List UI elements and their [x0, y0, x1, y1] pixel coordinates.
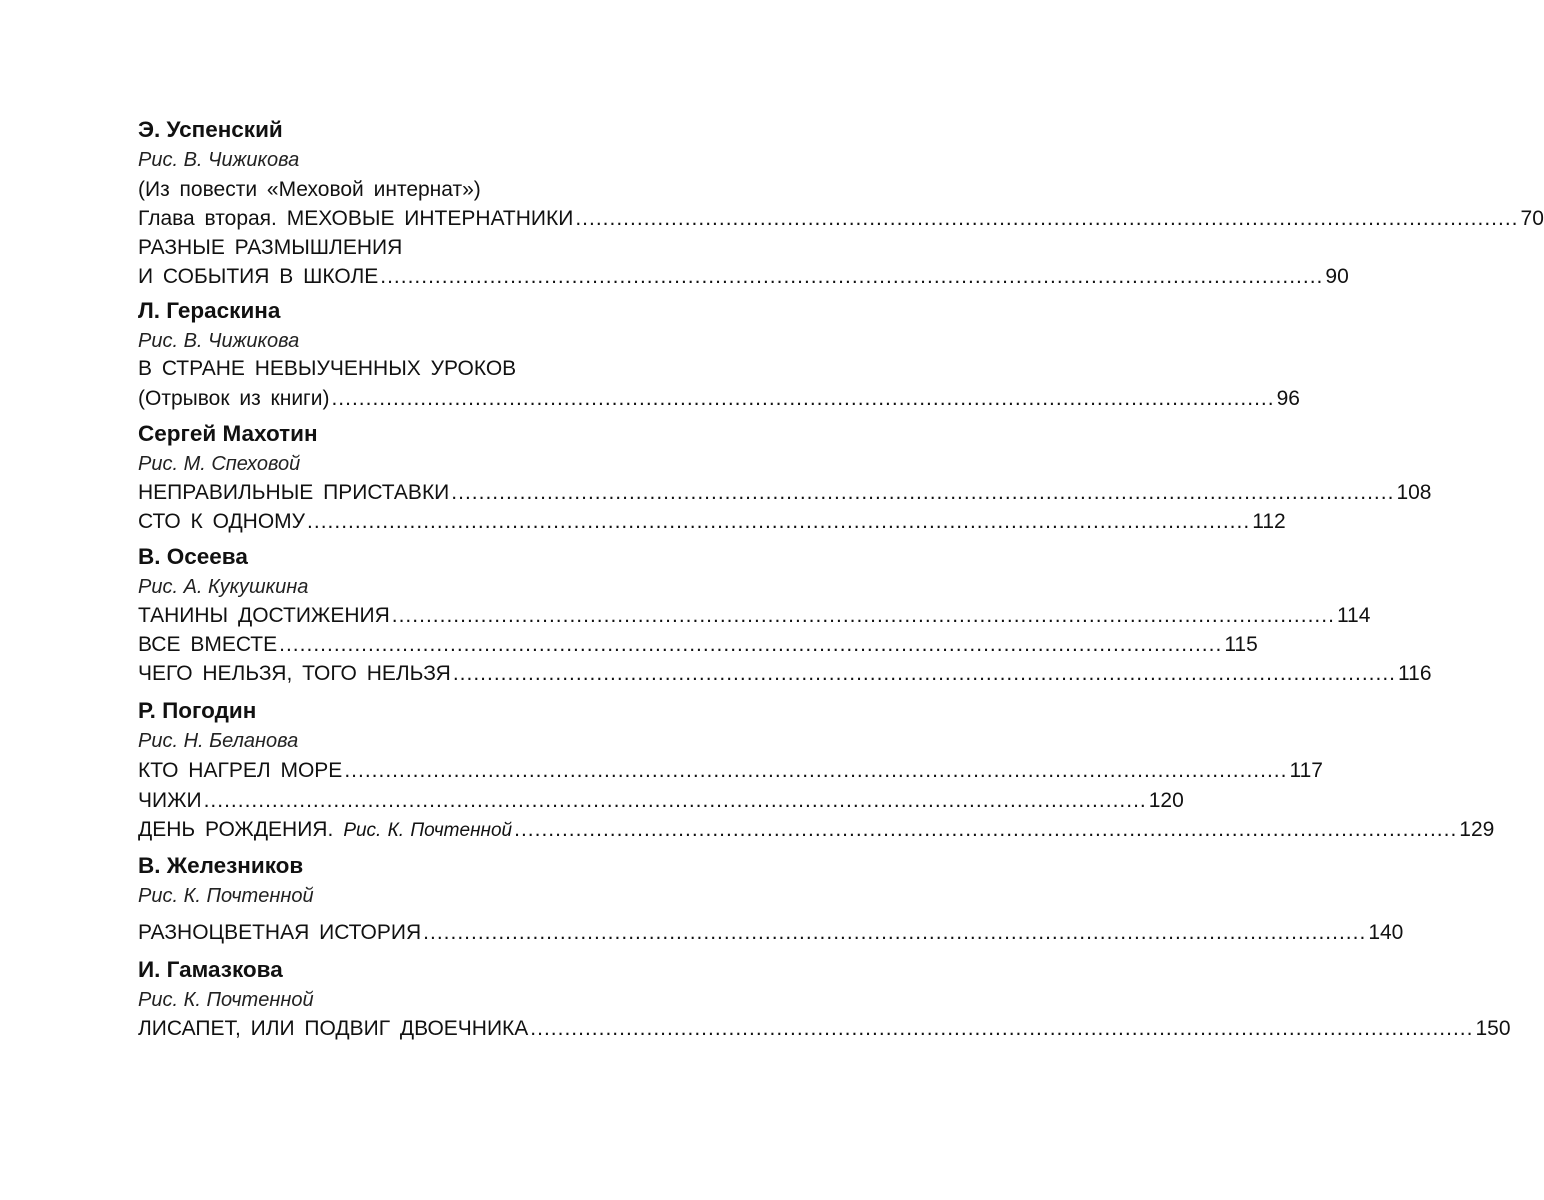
dot-leader: .......................................................................................................................................... [423, 921, 1367, 944]
toc-entry-title-text: ДЕНЬ РОЖДЕНИЯ. [138, 818, 334, 841]
toc-entry-title: (Отрывок из книги) [138, 387, 330, 410]
toc-entry[interactable] [138, 601, 1371, 631]
toc-entry-title: ЛИСАПЕТ, ИЛИ ПОДВИГ ДВОЕЧНИКА [138, 1017, 529, 1040]
dot-leader: .......................................................................................................................................... [452, 662, 1397, 685]
toc-entry[interactable] [138, 659, 1432, 689]
toc-page-number: 70 [1520, 207, 1544, 230]
toc-entry[interactable] [138, 507, 1286, 537]
toc-page-number: 108 [1396, 481, 1432, 504]
toc-entry-title: ЧИЖИ [138, 789, 202, 812]
toc-subtitle: (Из повести «Меховой интернат») [138, 178, 481, 201]
dot-leader: .......................................................................................................................................... [380, 265, 1324, 288]
toc-entry[interactable] [138, 204, 1544, 234]
toc-entry[interactable] [138, 262, 1349, 292]
toc-page-number: 117 [1289, 759, 1323, 782]
author-name: Л. Гераскина [138, 298, 281, 323]
author-name: В. Железников [138, 853, 304, 878]
toc-page-number: 140 [1368, 921, 1404, 944]
toc-page-number: 115 [1224, 633, 1258, 656]
toc-entry-title: И СОБЫТИЯ В ШКОЛЕ [138, 265, 379, 288]
illustrator-credit: Рис. К. Почтенной [138, 885, 314, 907]
illustrator-credit: Рис. В. Чижикова [138, 149, 300, 171]
toc-page-number: 116 [1398, 662, 1432, 685]
dot-leader: .......................................................................................................................................... [451, 481, 1395, 504]
dot-leader: .......................................................................................................................................... [530, 1017, 1474, 1040]
toc-entry-title-line: В СТРАНЕ НЕВЫУЧЕННЫХ УРОКОВ [138, 357, 517, 380]
toc-page-number: 96 [1276, 387, 1300, 410]
author-name: Р. Погодин [138, 698, 257, 723]
author-name: В. Осеева [138, 544, 248, 569]
author-name: И. Гамазкова [138, 957, 283, 982]
toc-entry-title: НЕПРАВИЛЬНЫЕ ПРИСТАВКИ [138, 481, 450, 504]
author-name: Э. Успенский [138, 117, 283, 142]
toc-entry-title-line: РАЗНЫЕ РАЗМЫШЛЕНИЯ [138, 236, 403, 259]
illustrator-credit: Рис. А. Кукушкина [138, 576, 309, 598]
illustrator-credit: Рис. Н. Беланова [138, 730, 299, 752]
dot-leader: .......................................................................................................................................... [203, 789, 1147, 812]
toc-page-number: 90 [1325, 265, 1349, 288]
illustrator-credit: Рис. К. Почтенной [138, 989, 314, 1011]
toc-entry[interactable] [138, 1014, 1511, 1044]
dot-leader: .......................................................................................................................................... [307, 510, 1251, 533]
dot-leader: .......................................................................................................................................... [391, 604, 1335, 627]
dot-leader: .......................................................................................................................................... [344, 759, 1288, 782]
toc-page-number: 112 [1252, 510, 1286, 533]
toc-page-number: 129 [1459, 818, 1495, 841]
dot-leader: .......................................................................................................................................... [279, 633, 1223, 656]
toc-entry[interactable] [138, 815, 1495, 845]
dot-leader: .......................................................................................................................................... [575, 207, 1519, 230]
toc-entry-title: ЧЕГО НЕЛЬЗЯ, ТОГО НЕЛЬЗЯ [138, 662, 451, 685]
toc-entry-title: ТАНИНЫ ДОСТИЖЕНИЯ [138, 604, 390, 627]
toc-entry[interactable] [138, 786, 1184, 816]
dot-leader: .......................................................................................................................................... [514, 818, 1458, 841]
toc-page-number: 150 [1475, 1017, 1511, 1040]
toc-entry[interactable] [138, 756, 1323, 786]
illustrator-credit: Рис. В. Чижикова [138, 330, 300, 352]
toc-entry-title: ВСЕ ВМЕСТЕ [138, 633, 278, 656]
illustrator-credit: Рис. М. Спеховой [138, 453, 301, 475]
toc-entry[interactable] [138, 630, 1258, 660]
toc-entry[interactable] [138, 918, 1404, 948]
dot-leader: .......................................................................................................................................... [331, 387, 1275, 410]
toc-page-number: 120 [1148, 789, 1184, 812]
toc-entry-title: РАЗНОЦВЕТНАЯ ИСТОРИЯ [138, 921, 422, 944]
toc-entry-title: КТО НАГРЕЛ МОРЕ [138, 759, 343, 782]
inline-illustrator-credit: Рис. К. Почтенной [343, 820, 513, 841]
toc-entry-title: Глава вторая. МЕХОВЫЕ ИНТЕРНАТНИКИ [138, 207, 574, 230]
toc-entry[interactable] [138, 384, 1300, 414]
toc-entry-title: СТО К ОДНОМУ [138, 510, 306, 533]
toc-entry-title [138, 815, 512, 846]
toc-page-number: 114 [1336, 604, 1371, 627]
toc-entry[interactable] [138, 478, 1432, 508]
author-name: Сергей Махотин [138, 421, 318, 446]
